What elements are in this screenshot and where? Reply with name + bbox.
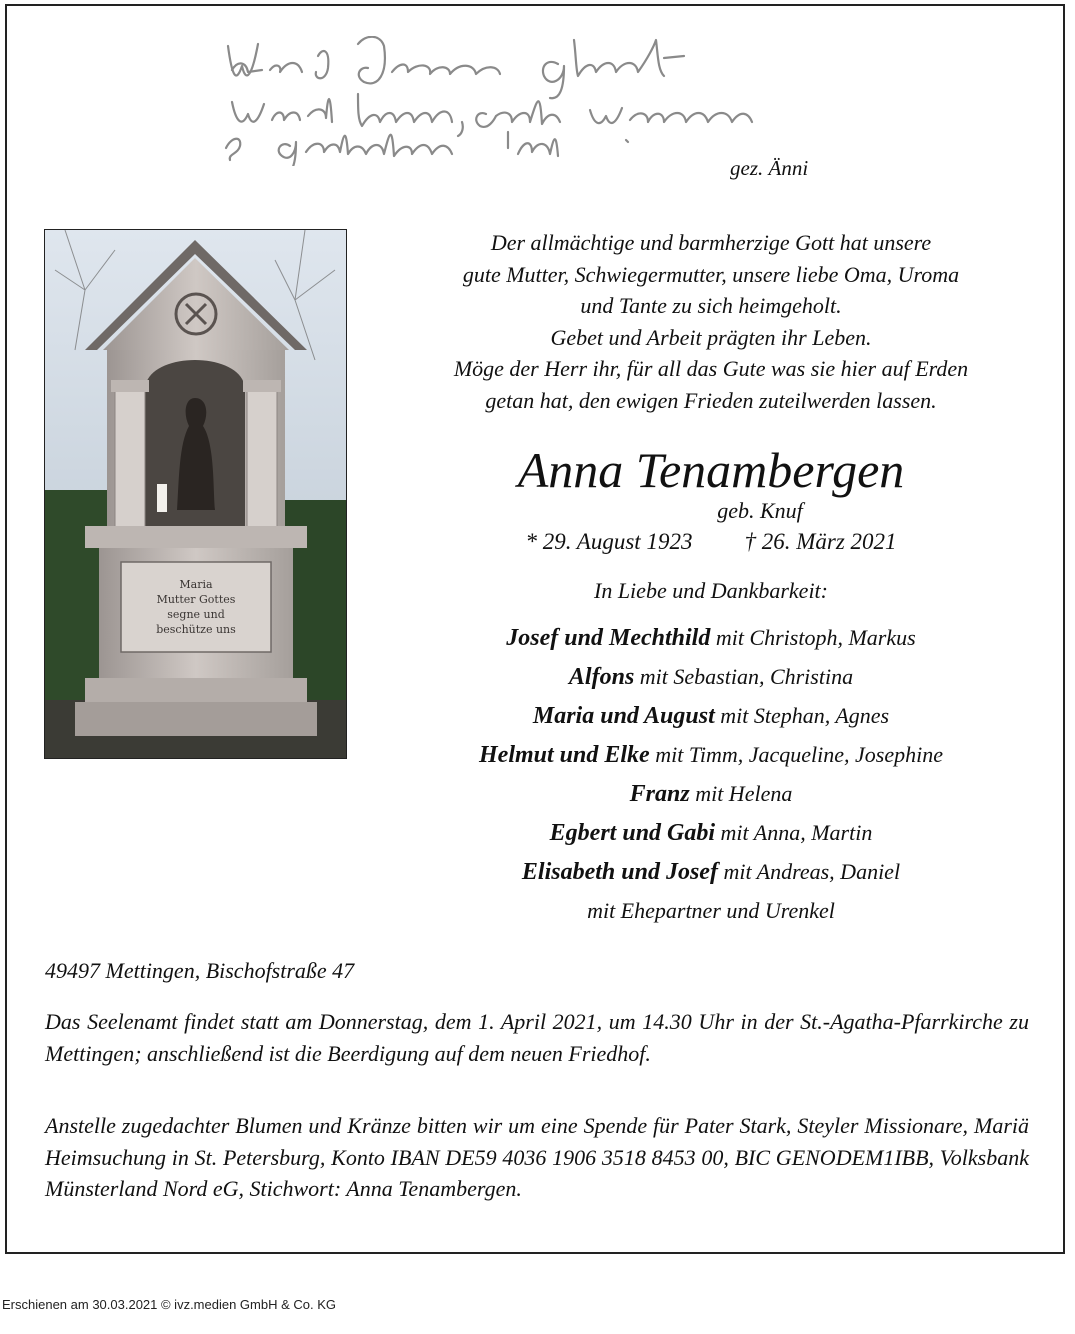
family-closing: mit Ehepartner und Urenkel (587, 898, 835, 923)
life-dates (386, 529, 1036, 555)
family-with: mit Stephan, Agnes (714, 703, 890, 728)
family-names: Elisabeth und Josef (521, 859, 718, 885)
deceased-name: Anna Tenambergen (517, 442, 905, 498)
quote-signature: gez. Änni (730, 156, 809, 180)
prayer-line: gute Mutter, Schwiegermutter, unsere liebe Oma, Uroma (462, 261, 960, 287)
family-row (386, 659, 1036, 698)
family-with: mit Andreas, Daniel (717, 859, 901, 884)
family-with: mit Sebastian, Christina (634, 664, 854, 689)
prayer-line: Möge der Herr ihr, für all das Gute was sie hier auf Erden (453, 356, 969, 382)
family-with: mit Timm, Jacqueline, Josephine (649, 742, 943, 767)
family-row (386, 698, 1036, 737)
family-names: Egbert und Gabi (549, 820, 716, 846)
handwritten-quote-image (218, 36, 858, 166)
handwritten-quote (218, 36, 858, 166)
service-info: Das Seelenamt findet statt am Donnerstag, dem 1. April 2021, um 14.30 Uhr in der St.-Agatha-Pfarrkirche zu Mettingen; anschließend ist die Beerdigung auf dem neuen Friedhof. (45, 1009, 1029, 1066)
birth-date: * 29. August 1923 (525, 529, 693, 554)
prayer-line: Der allmächtige und barmherzige Gott hat unsere (490, 230, 932, 255)
prayer-line: getan hat, den ewigen Frieden zuteilwerden lassen. (485, 387, 937, 413)
prayer-text (386, 227, 1036, 417)
plaque-line-1: Maria (179, 578, 213, 591)
address: 49497 Mettingen, Bischofstraße 47 (45, 958, 355, 983)
family-row (386, 776, 1036, 815)
family-names: Franz (629, 781, 690, 807)
prayer-line: Gebet und Arbeit prägten ihr Leben. (550, 324, 872, 350)
family-row (386, 815, 1036, 854)
plaque-line-4: beschütze uns (156, 623, 236, 636)
family-list (386, 620, 1036, 932)
family-row (386, 620, 1036, 659)
memorial-shrine-photo (44, 229, 347, 759)
family-names: Maria und August (532, 703, 715, 729)
family-row (386, 737, 1036, 776)
publication-footer: Erschienen am 30.03.2021 © ivz.medien GmbH & Co. KG (2, 1297, 337, 1312)
birth-name: geb. Knuf (717, 498, 803, 523)
family-row (386, 854, 1036, 893)
plaque-line-3: segne und (167, 608, 225, 621)
prayer-line: und Tante zu sich heimgeholt. (580, 293, 842, 319)
thanks-line: In Liebe und Dankbarkeit: (594, 578, 828, 603)
donation-info: Anstelle zugedachter Blumen und Kränze bitten wir um eine Spende für Pater Stark, Steyler Missionare, Mariä Heimsuchung in St. Petersburg, Konto IBAN DE59 4036 1906 3518 8453 00, BIC GENODEM1IBB, Volksbank Münsterland Nord eG, Stichwort: Anna Tenambergen. (45, 1113, 1029, 1201)
family-names: Helmut und Elke (479, 742, 650, 768)
family-with: mit Christoph, Markus (710, 625, 916, 650)
plaque-line-2: Mutter Gottes (156, 593, 236, 606)
family-names: Josef und Mechthild (506, 625, 711, 651)
family-with: mit Helena (689, 781, 793, 806)
death-date: † 26. März 2021 (744, 529, 897, 554)
family-names: Alfons (568, 664, 635, 690)
family-with: mit Anna, Martin (715, 820, 873, 845)
